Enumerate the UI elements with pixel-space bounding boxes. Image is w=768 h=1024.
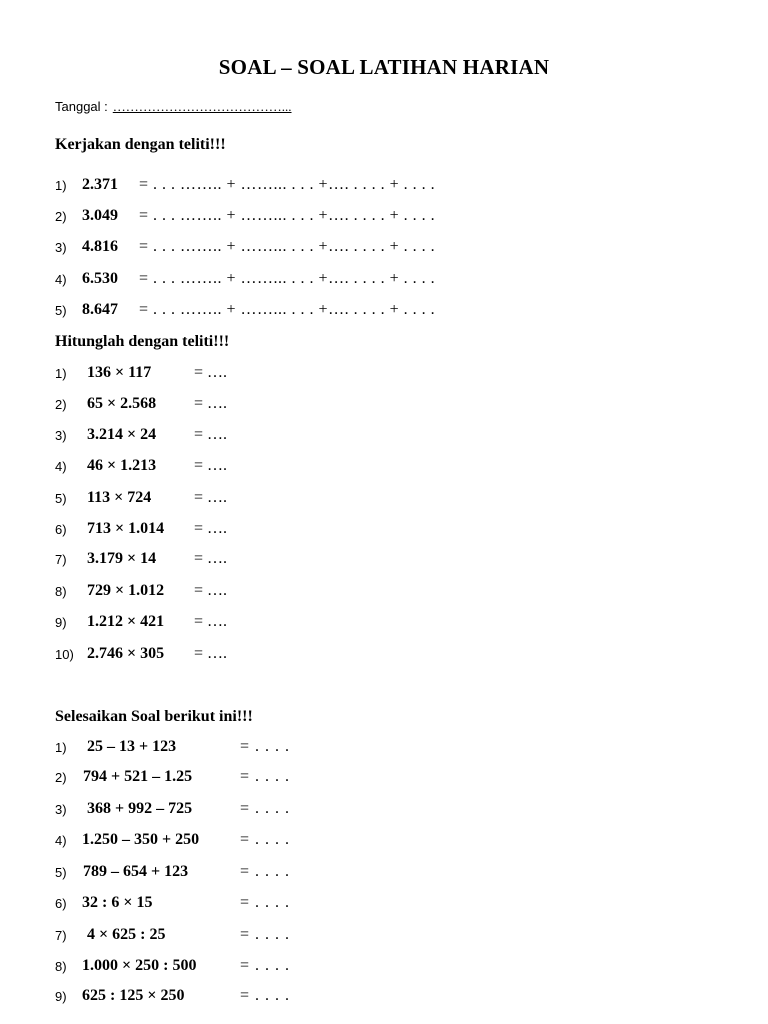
- item-number: 2): [55, 397, 67, 412]
- item-number: 7): [55, 552, 67, 567]
- item-expression: 3.049: [82, 207, 118, 224]
- item-expression: 4 × 625 : 25: [87, 926, 166, 943]
- item-answer-blank: = ….: [194, 457, 228, 474]
- item-number: 3): [55, 802, 67, 817]
- date-label: Tanggal :: [55, 99, 108, 114]
- page-title: SOAL – SOAL LATIHAN HARIAN: [218, 55, 550, 79]
- item-expression: 1.212 × 421: [87, 613, 165, 630]
- item-expression: 8.647: [82, 301, 118, 318]
- item-number: 5): [55, 865, 67, 880]
- item-number: 6): [55, 896, 67, 911]
- item-answer-blank: = . . . .: [240, 738, 291, 755]
- item-expression: 2.371: [82, 176, 118, 193]
- item-answer-blank: = . . . .: [240, 800, 291, 817]
- item-answer-blank: = . . . …….. + ……... . . . +…. . . . . + . . . .: [139, 270, 436, 287]
- item-number: 9): [55, 989, 67, 1004]
- item-answer-blank: = . . . …….. + ……... . . . +…. . . . . + . . . .: [139, 207, 436, 224]
- item-answer-blank: = . . . …….. + ……... . . . +…. . . . . + . . . .: [139, 301, 436, 318]
- date-blank: …………………………………...: [112, 99, 292, 114]
- item-number: 4): [55, 833, 67, 848]
- item-expression: 136 × 117: [87, 364, 152, 381]
- item-number: 9): [55, 615, 67, 630]
- item-number: 2): [55, 770, 67, 785]
- item-number: 7): [55, 928, 67, 943]
- item-expression: 32 : 6 × 15: [82, 894, 153, 911]
- section3-heading: Selesaikan Soal berikut ini!!!: [55, 708, 253, 725]
- item-number: 1): [55, 366, 67, 381]
- item-answer-blank: = . . . …….. + ……... . . . +…. . . . . + . . . .: [139, 238, 436, 255]
- item-number: 3): [55, 428, 67, 443]
- item-answer-blank: = ….: [194, 550, 228, 567]
- item-expression: 6.530: [82, 270, 118, 287]
- item-answer-blank: = ….: [194, 489, 228, 506]
- item-expression: 3.179 × 14: [87, 550, 157, 567]
- item-expression: 794 + 521 – 1.25: [83, 768, 193, 785]
- item-number: 10): [55, 647, 74, 662]
- item-answer-blank: = ….: [194, 395, 228, 412]
- item-answer-blank: = . . . .: [240, 957, 291, 974]
- item-expression: 789 – 654 + 123: [83, 863, 189, 880]
- item-expression: 729 × 1.012: [87, 582, 165, 599]
- item-number: 2): [55, 209, 67, 224]
- item-expression: 4.816: [82, 238, 118, 255]
- item-expression: 625 : 125 × 250: [82, 987, 185, 1004]
- item-answer-blank: = ….: [194, 426, 228, 443]
- item-expression: 65 × 2.568: [87, 395, 157, 412]
- item-answer-blank: = ….: [194, 613, 228, 630]
- item-number: 5): [55, 303, 67, 318]
- item-answer-blank: = ….: [194, 364, 228, 381]
- item-expression: 113 × 724: [87, 489, 152, 506]
- item-answer-blank: = . . . .: [240, 831, 291, 848]
- item-expression: 713 × 1.014: [87, 520, 165, 537]
- item-answer-blank: = ….: [194, 520, 228, 537]
- item-expression: 25 – 13 + 123: [87, 738, 177, 755]
- item-number: 4): [55, 272, 67, 287]
- item-answer-blank: = . . . .: [240, 894, 291, 911]
- item-number: 8): [55, 584, 67, 599]
- item-answer-blank: = . . . .: [240, 926, 291, 943]
- item-answer-blank: = ….: [194, 645, 228, 662]
- item-answer-blank: = . . . …….. + ……... . . . +…. . . . . + . . . .: [139, 176, 436, 193]
- item-expression: 46 × 1.213: [87, 457, 157, 474]
- item-number: 4): [55, 459, 67, 474]
- section1-heading: Kerjakan dengan teliti!!!: [55, 136, 226, 153]
- item-expression: 368 + 992 – 725: [87, 800, 193, 817]
- item-answer-blank: = . . . .: [240, 863, 291, 880]
- item-answer-blank: = . . . .: [240, 987, 291, 1004]
- item-answer-blank: = ….: [194, 582, 228, 599]
- item-answer-blank: = . . . .: [240, 768, 291, 785]
- item-expression: 2.746 × 305: [87, 645, 165, 662]
- item-expression: 1.000 × 250 : 500: [82, 957, 197, 974]
- section2-heading: Hitunglah dengan teliti!!!: [55, 333, 230, 350]
- item-number: 3): [55, 240, 67, 255]
- item-expression: 1.250 – 350 + 250: [82, 831, 200, 848]
- item-number: 5): [55, 491, 67, 506]
- item-expression: 3.214 × 24: [87, 426, 157, 443]
- item-number: 8): [55, 959, 67, 974]
- item-number: 1): [55, 178, 67, 193]
- date-line: [55, 99, 292, 115]
- item-number: 6): [55, 522, 67, 537]
- item-number: 1): [55, 740, 67, 755]
